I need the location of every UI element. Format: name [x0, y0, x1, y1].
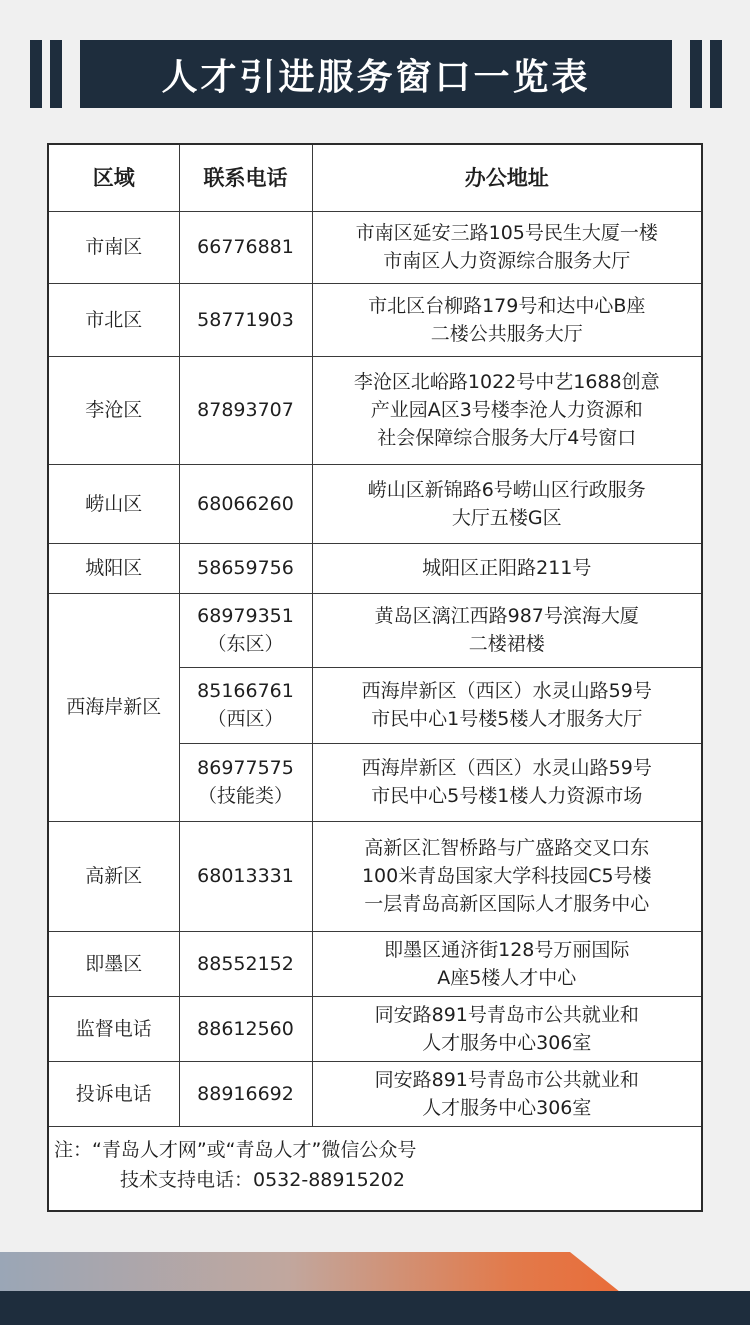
header-address: 办公地址: [312, 145, 701, 211]
address-cell: 高新区汇智桥路与广盛路交叉口东 100米青岛国家大学科技园C5号楼 一层青岛高新区国际人才服务中心: [312, 821, 701, 931]
phone-cell: 88552152: [179, 931, 312, 996]
footnote-line: 注：“青岛人才网”或“青岛人才”微信公众号: [54, 1139, 417, 1161]
title-decor-bar: [30, 40, 42, 108]
region-cell: 李沧区: [49, 356, 179, 464]
region-cell: 即墨区: [49, 931, 179, 996]
title-decor-bar: [710, 40, 722, 108]
region-cell: 西海岸新区: [49, 593, 179, 821]
table-row: [49, 464, 701, 543]
address-cell: 同安路891号青岛市公共就业和 人才服务中心306室: [312, 996, 701, 1061]
phone-cell: 68979351 （东区）: [179, 593, 312, 667]
table-row: [49, 996, 701, 1061]
support-phone-line: 技术支持电话：0532-88915202: [120, 1169, 405, 1191]
address-cell: 李沧区北峪路1022号中艺1688创意 产业园A区3号楼李沧人力资源和 社会保障综合服务大厅4号窗口: [312, 356, 701, 464]
address-cell: 城阳区正阳路211号: [312, 543, 701, 593]
page-title: 人才引进服务窗口一览表: [80, 40, 672, 108]
table-row: [49, 543, 701, 593]
title-decor-bar: [690, 40, 702, 108]
region-cell: 市南区: [49, 211, 179, 283]
address-cell: 即墨区通济街128号万丽国际 A座5楼人才中心: [312, 931, 701, 996]
table-row: [49, 931, 701, 996]
address-cell: 市北区台柳路179号和达中心B座 二楼公共服务大厅: [312, 283, 701, 356]
phone-cell: 88612560: [179, 996, 312, 1061]
table-row: [49, 211, 701, 283]
region-cell: 市北区: [49, 283, 179, 356]
table-row: [49, 356, 701, 464]
table-row: [49, 1061, 701, 1126]
region-cell: 监督电话: [49, 996, 179, 1061]
table-row: [49, 283, 701, 356]
table-header-row: [49, 145, 701, 211]
region-cell: 城阳区: [49, 543, 179, 593]
bottom-band: [0, 1291, 750, 1325]
address-cell: 西海岸新区（西区）水灵山路59号 市民中心1号楼5楼人才服务大厅: [312, 667, 701, 743]
region-cell: 投诉电话: [49, 1061, 179, 1126]
phone-cell: 88916692: [179, 1061, 312, 1126]
table-row: [49, 821, 701, 931]
region-cell: 高新区: [49, 821, 179, 931]
phone-cell: 66776881: [179, 211, 312, 283]
service-window-card: [47, 143, 703, 1212]
address-cell: 西海岸新区（西区）水灵山路59号 市民中心5号楼1楼人力资源市场: [312, 743, 701, 821]
table-row: [49, 593, 701, 667]
footnote: [54, 1135, 694, 1195]
phone-cell: 58659756: [179, 543, 312, 593]
phone-cell: 58771903: [179, 283, 312, 356]
title-decor-bar: [50, 40, 62, 108]
region-cell: 崂山区: [49, 464, 179, 543]
phone-cell: 87893707: [179, 356, 312, 464]
address-cell: 同安路891号青岛市公共就业和 人才服务中心306室: [312, 1061, 701, 1126]
address-cell: 市南区延安三路105号民生大厦一楼 市南区人力资源综合服务大厅: [312, 211, 701, 283]
header-region: 区域: [49, 145, 179, 211]
address-cell: 黄岛区漓江西路987号滨海大厦 二楼裙楼: [312, 593, 701, 667]
phone-cell: 68066260: [179, 464, 312, 543]
address-cell: 崂山区新锦路6号崂山区行政服务 大厅五楼G区: [312, 464, 701, 543]
decor-stripe: [0, 1252, 640, 1292]
phone-cell: 86977575 （技能类）: [179, 743, 312, 821]
header-phone: 联系电话: [179, 145, 312, 211]
phone-cell: 85166761 （西区）: [179, 667, 312, 743]
service-window-table: [49, 145, 701, 1127]
phone-cell: 68013331: [179, 821, 312, 931]
